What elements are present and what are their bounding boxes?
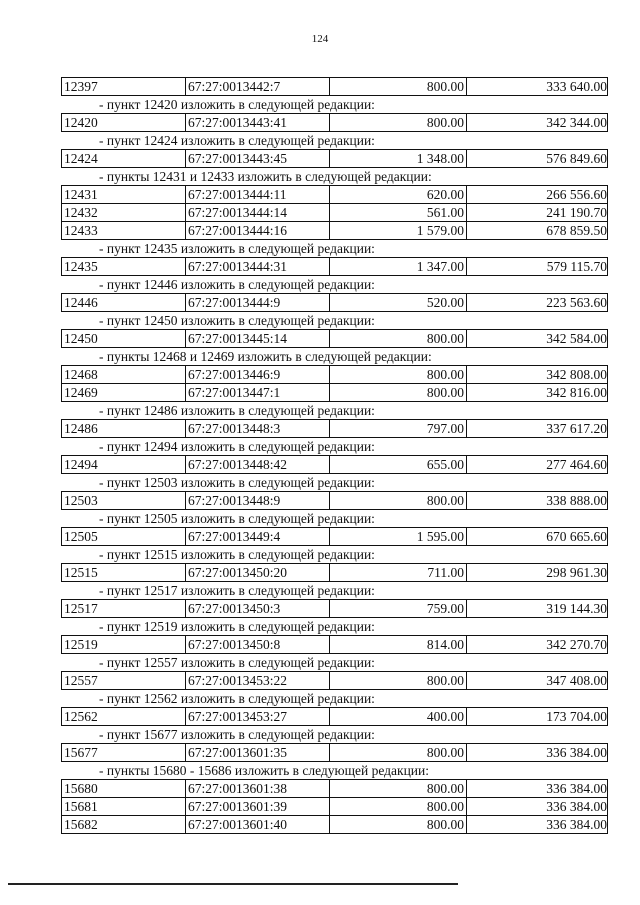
- cost-cell: 342 270.70: [546, 637, 607, 652]
- item-number-cell: 12431: [62, 186, 186, 203]
- cost-cell: 223 563.60: [546, 295, 607, 310]
- cadastral-number-cell: 67:27:0013444:31: [186, 258, 330, 275]
- table-row: [61, 671, 608, 690]
- cost-cell: 241 190.70: [546, 205, 607, 220]
- area-cell: 800.00: [330, 780, 467, 797]
- area-cell: 800.00: [330, 672, 467, 689]
- amendment-instruction: - пункт 12517 изложить в следующей редакции:: [99, 583, 375, 598]
- table-row: [61, 455, 608, 474]
- item-number-cell: 12446: [62, 294, 186, 311]
- cost-cell: 342 584.00: [546, 331, 607, 346]
- table-row: [61, 185, 608, 204]
- footer-divider: [8, 883, 458, 885]
- item-number-cell: 12433: [62, 222, 186, 239]
- item-number-cell: 15680: [62, 780, 186, 797]
- amendment-instruction: - пункт 12494 изложить в следующей редакции:: [99, 439, 375, 454]
- table-row: [61, 779, 608, 798]
- amendment-instruction: - пункт 12424 изложить в следующей редакции:: [99, 133, 375, 148]
- page-number: 124: [311, 33, 329, 45]
- area-cell: 711.00: [330, 564, 467, 581]
- item-number-cell: 12517: [62, 600, 186, 617]
- table-row: [61, 384, 608, 402]
- amendment-instruction: - пункт 12519 изложить в следующей редакции:: [99, 619, 375, 634]
- amendment-instruction: - пункт 12557 изложить в следующей редакции:: [99, 655, 375, 670]
- amendment-instruction: - пункт 12515 изложить в следующей редакции:: [99, 547, 375, 562]
- table-row: [61, 329, 608, 348]
- item-number-cell: 15681: [62, 798, 186, 815]
- cost-cell: 173 704.00: [546, 709, 607, 724]
- amendment-instruction: - пункты 12431 и 12433 изложить в следующей редакции:: [99, 169, 432, 184]
- item-number-cell: 12494: [62, 456, 186, 473]
- cost-cell: 266 556.60: [546, 187, 607, 202]
- cost-cell: 336 384.00: [546, 817, 607, 832]
- area-cell: 800.00: [330, 114, 467, 131]
- cadastral-number-cell: 67:27:0013444:16: [186, 222, 330, 239]
- table-row: [61, 419, 608, 438]
- area-cell: 800.00: [330, 384, 467, 401]
- amendment-instruction: - пункт 12503 изложить в следующей редакции:: [99, 475, 375, 490]
- cost-cell: 337 617.20: [546, 421, 607, 436]
- cadastral-number-cell: 67:27:0013601:39: [186, 798, 330, 815]
- cost-cell: 277 464.60: [546, 457, 607, 472]
- table-row: [61, 743, 608, 762]
- cadastral-number-cell: 67:27:0013444:9: [186, 294, 330, 311]
- item-number-cell: 12503: [62, 492, 186, 509]
- item-number-cell: 12450: [62, 330, 186, 347]
- item-number-cell: 12397: [62, 78, 186, 95]
- cadastral-number-cell: 67:27:0013450:8: [186, 636, 330, 653]
- cadastral-number-cell: 67:27:0013447:1: [186, 384, 330, 401]
- area-cell: 800.00: [330, 330, 467, 347]
- item-number-cell: 12432: [62, 204, 186, 221]
- cadastral-number-cell: 67:27:0013449:4: [186, 528, 330, 545]
- cadastral-number-cell: 67:27:0013453:27: [186, 708, 330, 725]
- item-number-cell: 12515: [62, 564, 186, 581]
- cadastral-number-cell: 67:27:0013601:38: [186, 780, 330, 797]
- document-body: [61, 77, 608, 834]
- cost-cell: 338 888.00: [546, 493, 607, 508]
- cost-cell: 342 808.00: [546, 367, 607, 382]
- area-cell: 1 347.00: [330, 258, 467, 275]
- area-cell: 814.00: [330, 636, 467, 653]
- cadastral-number-cell: 67:27:0013450:3: [186, 600, 330, 617]
- area-cell: 797.00: [330, 420, 467, 437]
- table-row: [61, 491, 608, 510]
- cost-cell: 342 816.00: [546, 385, 607, 400]
- cost-cell: 576 849.60: [546, 151, 607, 166]
- cadastral-number-cell: 67:27:0013601:40: [186, 816, 330, 833]
- amendment-instruction: - пункт 12420 изложить в следующей редакции:: [99, 97, 375, 112]
- cadastral-number-cell: 67:27:0013442:7: [186, 78, 330, 95]
- item-number-cell: 12435: [62, 258, 186, 275]
- amendment-instruction: - пункт 15677 изложить в следующей редакции:: [99, 727, 375, 742]
- cost-cell: 319 144.30: [546, 601, 607, 616]
- area-cell: 800.00: [330, 744, 467, 761]
- amendment-instruction: - пункты 15680 - 15686 изложить в следующей редакции:: [99, 763, 429, 778]
- area-cell: 800.00: [330, 492, 467, 509]
- item-number-cell: 12505: [62, 528, 186, 545]
- cost-cell: 298 961.30: [546, 565, 607, 580]
- cadastral-number-cell: 67:27:0013444:11: [186, 186, 330, 203]
- area-cell: 800.00: [330, 366, 467, 383]
- item-number-cell: 12562: [62, 708, 186, 725]
- cost-cell: 670 665.60: [546, 529, 607, 544]
- table-row: [61, 204, 608, 222]
- table-row: [61, 77, 608, 96]
- table-row: [61, 113, 608, 132]
- cadastral-number-cell: 67:27:0013448:42: [186, 456, 330, 473]
- item-number-cell: 12424: [62, 150, 186, 167]
- cadastral-number-cell: 67:27:0013601:35: [186, 744, 330, 761]
- cost-cell: 336 384.00: [546, 781, 607, 796]
- cadastral-number-cell: 67:27:0013444:14: [186, 204, 330, 221]
- table-row: [61, 816, 608, 834]
- cost-cell: 336 384.00: [546, 799, 607, 814]
- item-number-cell: 12519: [62, 636, 186, 653]
- amendment-instruction: - пункт 12435 изложить в следующей редакции:: [99, 241, 375, 256]
- item-number-cell: 15682: [62, 816, 186, 833]
- item-number-cell: 15677: [62, 744, 186, 761]
- item-number-cell: 12557: [62, 672, 186, 689]
- area-cell: 655.00: [330, 456, 467, 473]
- cadastral-number-cell: 67:27:0013446:9: [186, 366, 330, 383]
- amendment-instruction: - пункты 12468 и 12469 изложить в следующей редакции:: [99, 349, 432, 364]
- cost-cell: 333 640.00: [546, 79, 607, 94]
- cadastral-number-cell: 67:27:0013448:9: [186, 492, 330, 509]
- cost-cell: 678 859.50: [546, 223, 607, 238]
- table-row: [61, 149, 608, 168]
- area-cell: 1 595.00: [330, 528, 467, 545]
- cadastral-number-cell: 67:27:0013448:3: [186, 420, 330, 437]
- amendment-instruction: - пункт 12562 изложить в следующей редакции:: [99, 691, 375, 706]
- cadastral-number-cell: 67:27:0013443:41: [186, 114, 330, 131]
- table-row: [61, 365, 608, 384]
- cadastral-number-cell: 67:27:0013445:14: [186, 330, 330, 347]
- area-cell: 400.00: [330, 708, 467, 725]
- item-number-cell: 12420: [62, 114, 186, 131]
- cost-cell: 579 115.70: [546, 259, 607, 274]
- area-cell: 800.00: [330, 798, 467, 815]
- cost-cell: 347 408.00: [546, 673, 607, 688]
- table-row: [61, 257, 608, 276]
- cadastral-number-cell: 67:27:0013443:45: [186, 150, 330, 167]
- item-number-cell: 12468: [62, 366, 186, 383]
- cost-cell: 342 344.00: [546, 115, 607, 130]
- table-row: [61, 635, 608, 654]
- item-number-cell: 12486: [62, 420, 186, 437]
- table-row: [61, 527, 608, 546]
- item-number-cell: 12469: [62, 384, 186, 401]
- cadastral-number-cell: 67:27:0013450:20: [186, 564, 330, 581]
- table-row: [61, 599, 608, 618]
- area-cell: 1 348.00: [330, 150, 467, 167]
- table-row: [61, 798, 608, 816]
- area-cell: 759.00: [330, 600, 467, 617]
- amendment-instruction: - пункт 12446 изложить в следующей редакции:: [99, 277, 375, 292]
- cost-cell: 336 384.00: [546, 745, 607, 760]
- amendment-instruction: - пункт 12486 изложить в следующей редакции:: [99, 403, 375, 418]
- amendment-instruction: - пункт 12450 изложить в следующей редакции:: [99, 313, 375, 328]
- area-cell: 1 579.00: [330, 222, 467, 239]
- cadastral-number-cell: 67:27:0013453:22: [186, 672, 330, 689]
- area-cell: 800.00: [330, 78, 467, 95]
- table-row: [61, 293, 608, 312]
- area-cell: 561.00: [330, 204, 467, 221]
- table-row: [61, 707, 608, 726]
- table-row: [61, 563, 608, 582]
- area-cell: 620.00: [330, 186, 467, 203]
- area-cell: 520.00: [330, 294, 467, 311]
- area-cell: 800.00: [330, 816, 467, 833]
- amendment-instruction: - пункт 12505 изложить в следующей редакции:: [99, 511, 375, 526]
- table-row: [61, 222, 608, 240]
